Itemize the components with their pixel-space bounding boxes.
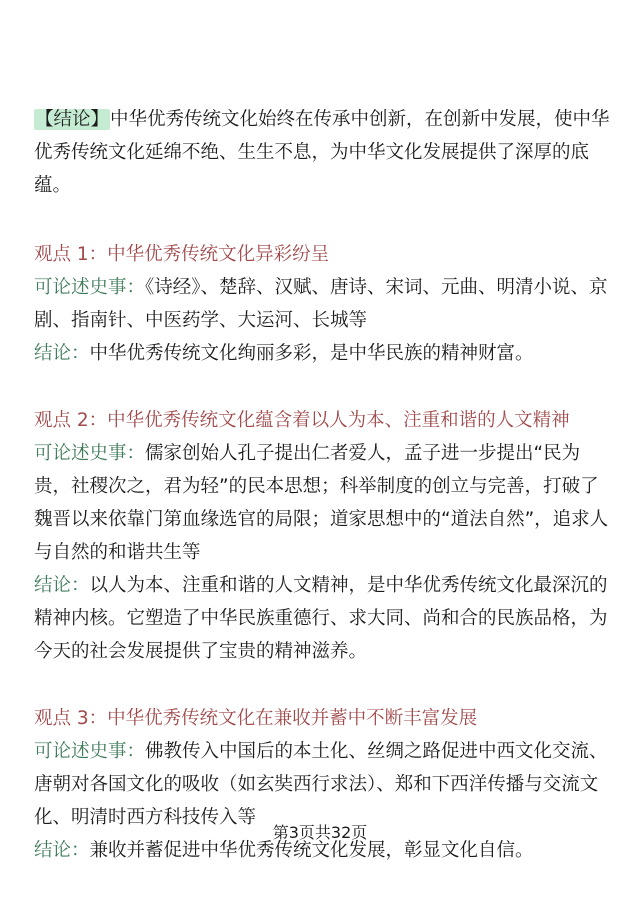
- history-paragraph: [34, 271, 616, 337]
- history-paragraph: [34, 437, 616, 569]
- conclusion-label: 结论：: [34, 575, 90, 596]
- conclusion-text: 兼收并蓄促进中华优秀传统文化发展，彰显文化自信。: [89, 840, 534, 861]
- conclusion-tag: 【结论】: [35, 109, 110, 130]
- section-heading: 观点 3：中华优秀传统文化在兼收并蓄中不断丰富发展: [34, 708, 478, 729]
- conclusion-paragraph: [34, 337, 616, 370]
- history-text: 《诗经》、楚辞、汉赋、唐诗、宋词、元曲、明清小说、京剧、指南针、中医药学、大运河、长城等: [34, 277, 608, 331]
- section-viewpoint-1: [34, 238, 616, 370]
- conclusion-label: 结论：: [34, 840, 90, 861]
- intro-conclusion: [34, 103, 616, 202]
- conclusion-text: 中华优秀传统文化绚丽多彩，是中华民族的精神财富。: [89, 343, 534, 364]
- history-label: 可论述史事：: [34, 443, 146, 464]
- document-page: [34, 103, 616, 901]
- section-heading: 观点 2：中华优秀传统文化蕴含着以人为本、注重和谐的人文精神: [34, 410, 570, 431]
- intro-text: 中华优秀传统文化始终在传承中创新，在创新中发展，使中华优秀传统文化延绵不绝、生生不息，为中华文化发展提供了深厚的底蕴。: [34, 109, 610, 196]
- history-text: 儒家创始人孔子提出仁者爱人，孟子进一步提出“民为贵，社稷次之，君为轻”的民本思想；科举制度的创立与完善，打破了魏晋以来依靠门第血缘选官的局限；道家思想中的“道法自然”，追求人与自然的和谐共生等: [34, 443, 609, 563]
- history-text: 佛教传入中国后的本土化、丝绸之路促进中西文化交流、唐朝对各国文化的吸收（如玄奘西行求法）、郑和下西洋传播与交流文化、明清时西方科技传入等: [34, 741, 608, 828]
- conclusion-paragraph: [34, 569, 616, 668]
- section-viewpoint-2: [34, 404, 616, 668]
- page-indicator: 第3页共32页: [272, 823, 368, 842]
- section-heading: 观点 1：中华优秀传统文化异彩纷呈: [34, 244, 330, 265]
- conclusion-label: 结论：: [34, 343, 90, 364]
- conclusion-text: 以人为本、注重和谐的人文精神，是中华优秀传统文化最深沉的精神内核。它塑造了中华民族重德行、求大同、尚和合的民族品格，为今天的社会发展提供了宝贵的精神滋养。: [34, 575, 608, 662]
- history-label: 可论述史事：: [34, 741, 146, 762]
- history-label: 可论述史事：: [34, 277, 146, 298]
